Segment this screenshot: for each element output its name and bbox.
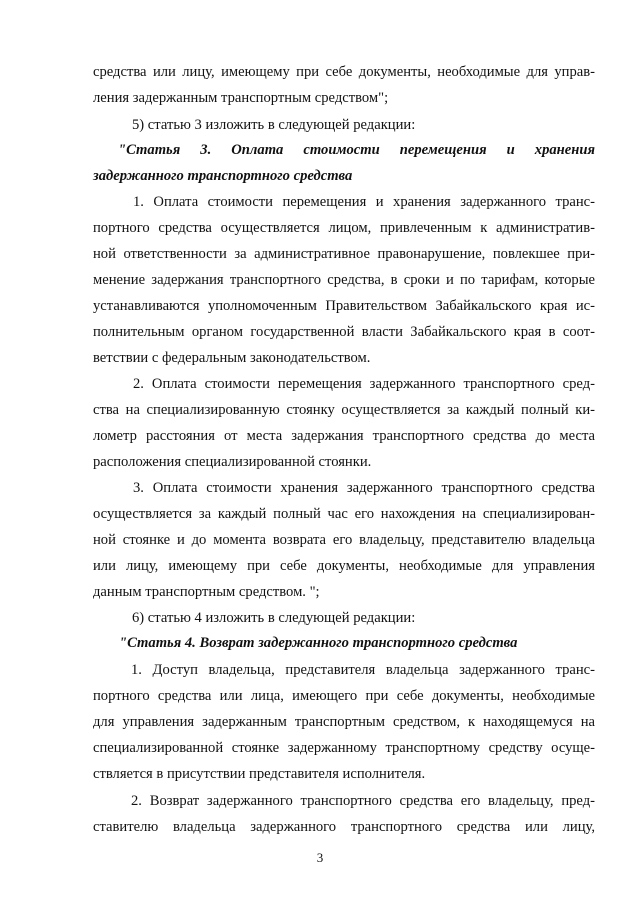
text-line: ления задержанным транспортным средством"; [93, 90, 389, 106]
text-line: средства или лицу, имеющему при себе документы, необходимые для управ- [93, 64, 595, 80]
text-line: 3. Оплата стоимости хранения задержанного транспортного средства [133, 480, 595, 496]
text-line: ной ответственности за административное правонарушение, повлекшее при- [93, 246, 595, 262]
text-line: ставителю владельца задержанного транспортного средства или лицу, [93, 819, 595, 835]
article-heading: "Статья 4. Возврат задержанного транспортного средства [119, 635, 518, 651]
text-line: 1. Доступ владельца, представителя владельца задержанного транс- [131, 662, 595, 678]
text-line: 2. Оплата стоимости перемещения задержанного транспортного сред- [133, 376, 595, 392]
text-line: портного средства осуществляется лицом, привлеченным к административ- [93, 220, 595, 236]
text-line: специализированной стоянке задержанному транспортному средству осуще- [93, 740, 595, 756]
page-number: 3 [316, 850, 324, 865]
text-line: устанавливаются уполномоченным Правительством Забайкальского края ис- [93, 298, 595, 314]
article-heading: "Статья 3. Оплата стоимости перемещения и хранения [118, 142, 595, 158]
text-line: менение задержания транспортного средства, в сроки и по тарифам, которые [93, 272, 595, 288]
text-line: ства на специализированную стоянку осуществляется за каждый полный ки- [93, 402, 595, 418]
text-line: для управления задержанным транспортным средством, к находящемуся на [93, 714, 595, 730]
text-line: 5) статью 3 изложить в следующей редакции: [132, 117, 416, 133]
text-line: ветствии с федеральным законодательством. [93, 350, 371, 366]
text-line: портного средства или лица, имеющего при себе документы, необходимые [93, 688, 595, 704]
text-line: расположения специализированной стоянки. [93, 454, 372, 470]
text-line: 2. Возврат задержанного транспортного средства его владельцу, пред- [131, 793, 595, 809]
text-line: или лицу, имеющему при себе документы, необходимые для управления [93, 558, 595, 574]
text-line: ствляется в присутствии представителя исполнителя. [93, 766, 426, 782]
text-line: осуществляется за каждый полный час его нахождения на специализирован- [93, 506, 595, 522]
text-line: полнительным органом государственной власти Забайкальского края в соот- [93, 324, 595, 340]
text-line: ной стоянке и до момента возврата его владельцу, представителю владельца [93, 532, 595, 548]
text-line: данным транспортным средством. "; [93, 584, 320, 600]
text-line: 6) статью 4 изложить в следующей редакции: [132, 610, 416, 626]
text-line: лометр расстояния от места задержания транспортного средства до места [93, 428, 595, 444]
text-line: 1. Оплата стоимости перемещения и хранения задержанного транс- [133, 194, 595, 210]
article-heading: задержанного транспортного средства [93, 168, 353, 184]
